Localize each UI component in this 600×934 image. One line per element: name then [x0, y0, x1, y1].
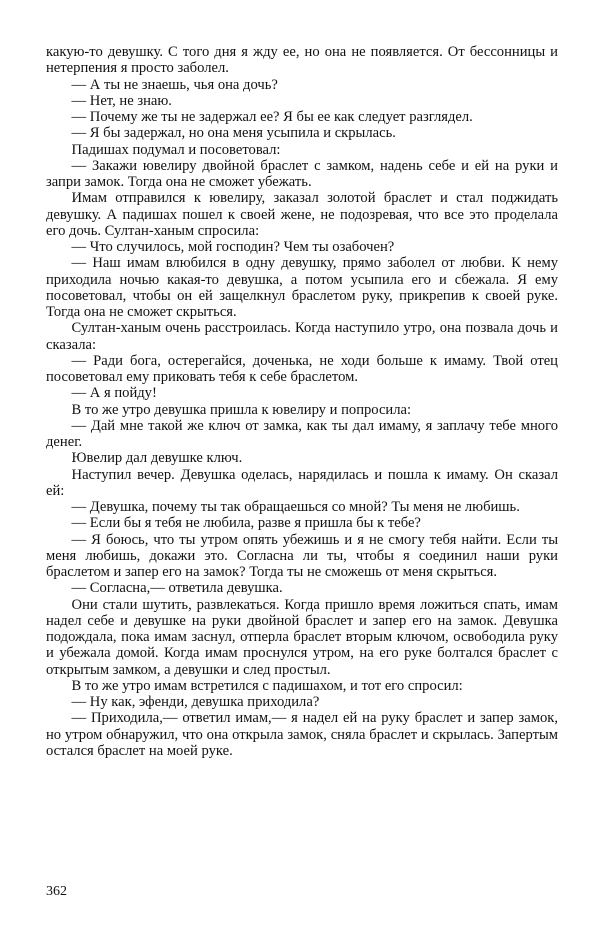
paragraph-4: — Почему же ты не задержал ее? Я бы ее как следует разглядел.: [71, 109, 473, 125]
paragraph-17: Наступил вечер. Девушка оделась, нарядилась и пошла к имаму. Он сказал ей:: [46, 466, 558, 499]
paragraph-13: — А я пойду!: [71, 385, 157, 402]
page-number: 362: [46, 884, 67, 899]
paragraph-21: — Согласна,— ответила девушка.: [71, 580, 283, 597]
paragraph-20: — Я боюсь, что ты утром опять убежишь и я не смогу тебя найти. Если ты меня любишь, докажи это. Согласна ли ты, чтобы я соединил наши руки браслетом и запер его на замок? Тогда ты не сможешь от меня скрыться.: [46, 531, 558, 580]
page-text-body: [46, 44, 558, 759]
paragraph-15: — Дай мне такой же ключ от замка, как ты дал имаму, я заплачу тебе много денег.: [46, 417, 558, 450]
paragraph-6: Падишах подумал и посоветовал:: [71, 141, 281, 158]
paragraph-10: — Наш имам влюбился в одну девушку, прямо заболел от любви. К нему приходила ночью какая-то девушка, а потом усыпила его и сбежала. Я ему посоветовал, чтобы он ей защелкнул браслетом руку, прикрепив к своей руке. Тогда она не сможет скрыться.: [46, 255, 558, 320]
paragraph-7: — Закажи ювелиру двойной браслет с замком, надень себе и ей на руки и запри замок. Тогда она не сможет убежать.: [46, 157, 558, 190]
paragraph-19: — Если бы я тебя не любила, разве я пришла бы к тебе?: [71, 515, 421, 532]
paragraph-16: Ювелир дал девушке ключ.: [71, 450, 243, 467]
paragraph-23: В то же утро имам встретился с падишахом, и тот его спросил:: [71, 677, 463, 694]
paragraph-9: — Что случилось, мой господин? Чем ты озабочен?: [71, 239, 395, 255]
paragraph-2: — А ты не знаешь, чья она дочь?: [71, 76, 278, 93]
paragraph-22: Они стали шутить, развлекаться. Когда пришло время ложиться спать, имам надел себе и девушке на руки двойной браслет и запер его на замок. Девушка подождала, пока имам заснул, отперла браслет вторым ключом, освободила руку и убежала домой. Когда имам проснулся утром, на его руке болтался браслет с открытым замком, а девушки и след простыл.: [46, 596, 558, 678]
paragraph-8: Имам отправился к ювелиру, заказал золотой браслет и стал поджидать девушку. А падишах пошел к своей жене, не подозревая, что все это проделала его дочь. Султан-ханым спросила:: [46, 190, 558, 239]
paragraph-24: — Ну как, эфенди, девушка приходила?: [71, 694, 320, 710]
paragraph-25: — Приходила,— ответил имам,— я надел ей на руку браслет и запер замок, но утром обнаружил, что она открыла замок, сняла браслет и скрылась. Запертым остался браслет на моей руке.: [46, 710, 558, 759]
paragraph-11: Султан-ханым очень расстроилась. Когда наступило утро, она позвала дочь и сказала:: [46, 320, 558, 353]
paragraph-18: — Девушка, почему ты так обращаешься со мной? Ты меня не любишь.: [71, 499, 520, 515]
paragraph-1: какую-то девушку. С того дня я жду ее, но она не появляется. От бессонницы и нетерпения я просто заболел.: [46, 44, 558, 77]
paragraph-12: — Ради бога, остерегайся, доченька, не ходи больше к имаму. Твой отец посоветовал ему приковать тебя к себе браслетом.: [46, 352, 558, 385]
paragraph-5: — Я бы задержал, но она меня усыпила и скрылась.: [71, 125, 396, 142]
paragraph-14: В то же утро девушка пришла к ювелиру и попросила:: [71, 401, 412, 418]
paragraph-3: — Нет, не знаю.: [71, 92, 172, 109]
